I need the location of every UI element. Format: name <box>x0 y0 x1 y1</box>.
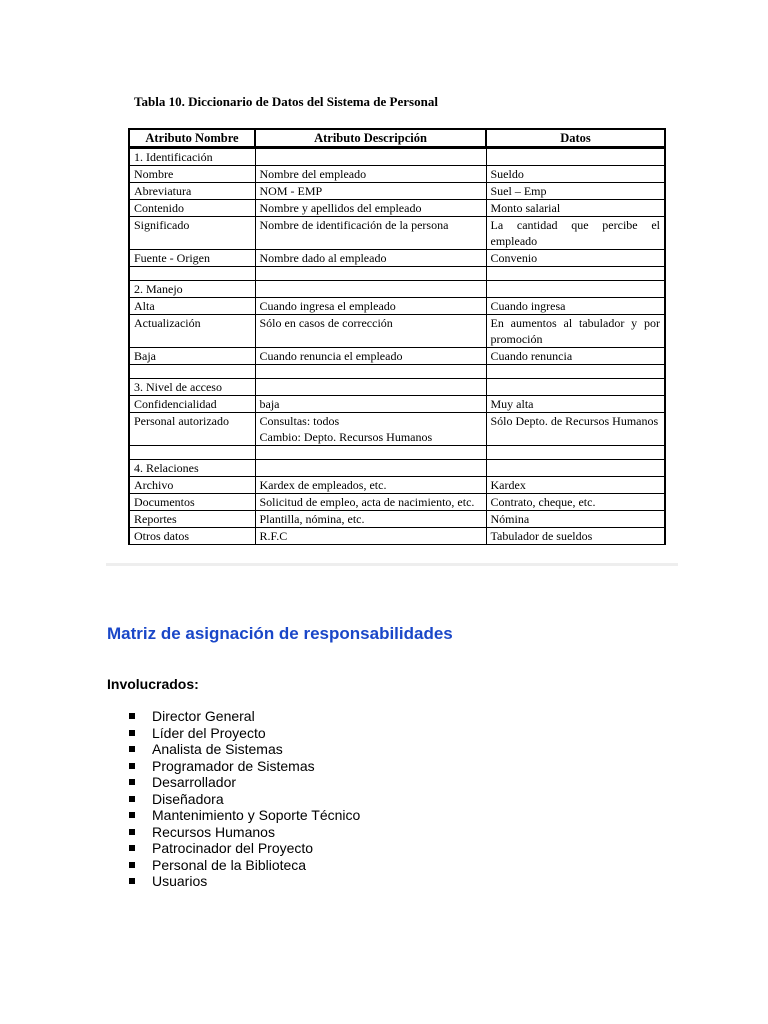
attribute-name-cell: Alta <box>129 298 255 315</box>
column-header: Datos <box>486 129 665 148</box>
list-item-label: Diseñadora <box>152 790 224 807</box>
attribute-name-cell: Fuente - Origen <box>129 250 255 267</box>
attribute-description-cell: Plantilla, nómina, etc. <box>255 511 486 528</box>
square-bullet-icon <box>129 829 135 835</box>
table-row <box>129 348 665 365</box>
attribute-name-cell: Significado <box>129 217 255 250</box>
attribute-description-cell: Nombre dado al empleado <box>255 250 486 267</box>
list-item-label: Usuarios <box>152 873 208 889</box>
data-cell: Suel – Emp <box>486 183 665 200</box>
data-cell: Cuando renuncia <box>486 348 665 365</box>
attribute-name-cell: 3. Nivel de acceso <box>129 379 255 396</box>
attribute-name-cell: 2. Manejo <box>129 281 255 298</box>
attribute-name-cell: 4. Relaciones <box>129 460 255 477</box>
attribute-description-cell <box>255 365 486 379</box>
data-cell: Sueldo <box>486 166 665 183</box>
attribute-name-cell: Reportes <box>129 511 255 528</box>
attribute-description-cell: Solicitud de empleo, acta de nacimiento, etc. <box>255 494 486 511</box>
data-cell: Cuando ingresa <box>486 298 665 315</box>
attribute-description-cell <box>255 267 486 281</box>
section-title: Matriz de asignación de responsabilidades <box>107 624 453 643</box>
attribute-description-cell: Cuando ingresa el empleado <box>255 298 486 315</box>
spacer-row <box>129 365 665 379</box>
list-item-label: Analista de Sistemas <box>152 741 283 757</box>
attribute-name-cell: Actualización <box>129 315 255 348</box>
data-cell: En aumentos al tabulador y por promoción <box>486 315 665 348</box>
attribute-description-cell: NOM - EMP <box>255 183 486 200</box>
list-item <box>128 725 360 742</box>
square-bullet-icon <box>129 713 135 719</box>
square-bullet-icon <box>129 878 135 884</box>
involved-label: Involucrados: <box>107 676 199 692</box>
image-bottom-edge <box>106 563 678 566</box>
data-cell: Contrato, cheque, etc. <box>486 494 665 511</box>
list-item <box>128 840 360 857</box>
table-caption: Tabla 10. Diccionario de Datos del Sistema de Personal <box>134 94 438 109</box>
data-cell <box>486 446 665 460</box>
table-header-row <box>129 129 665 148</box>
attribute-name-cell: Confidencialidad <box>129 396 255 413</box>
data-cell: Nómina <box>486 511 665 528</box>
list-item-label: Recursos Humanos <box>152 823 275 840</box>
data-cell <box>486 148 665 166</box>
data-cell <box>486 267 665 281</box>
attribute-name-cell: Nombre <box>129 166 255 183</box>
list-item-label: Personal de la Biblioteca <box>152 856 307 873</box>
table-image <box>106 84 678 566</box>
table-row <box>129 166 665 183</box>
table-row <box>129 494 665 511</box>
attribute-description-cell <box>255 281 486 298</box>
list-item <box>128 807 360 824</box>
table-row <box>129 250 665 267</box>
table-row <box>129 413 665 446</box>
table-row <box>129 477 665 494</box>
attribute-name-cell <box>129 267 255 281</box>
table-row <box>129 217 665 250</box>
square-bullet-icon <box>129 763 135 769</box>
attribute-name-cell: Abreviatura <box>129 183 255 200</box>
data-cell: La cantidad que percibe el empleado <box>486 217 665 250</box>
attribute-name-cell <box>129 365 255 379</box>
attribute-description-cell: Nombre de identificación de la persona <box>255 217 486 250</box>
square-bullet-icon <box>129 746 135 752</box>
list-item <box>128 741 360 758</box>
attribute-description-cell: Nombre del empleado <box>255 166 486 183</box>
attribute-description-cell <box>255 460 486 477</box>
table-row <box>129 298 665 315</box>
table-row <box>129 183 665 200</box>
column-header: Atributo Nombre <box>129 129 255 148</box>
attribute-name-cell: Documentos <box>129 494 255 511</box>
square-bullet-icon <box>129 862 135 868</box>
attribute-name-cell <box>129 446 255 460</box>
square-bullet-icon <box>129 812 135 818</box>
table-row <box>129 396 665 413</box>
involved-list <box>128 708 360 890</box>
list-item-label: Patrocinador del Proyecto <box>152 840 314 856</box>
square-bullet-icon <box>129 796 135 802</box>
attribute-name-cell: 1. Identificación <box>129 148 255 166</box>
section-row <box>129 379 665 396</box>
attribute-description-cell: Nombre y apellidos del empleado <box>255 200 486 217</box>
list-item <box>128 758 360 775</box>
list-item <box>128 708 360 725</box>
attribute-description-cell: Cuando renuncia el empleado <box>255 348 486 365</box>
attribute-name-cell: Archivo <box>129 477 255 494</box>
data-cell: Monto salarial <box>486 200 665 217</box>
data-cell: Sólo Depto. de Recursos Humanos <box>486 413 665 446</box>
attribute-name-cell: Otros datos <box>129 528 255 545</box>
attribute-description-cell <box>255 148 486 166</box>
spacer-row <box>129 446 665 460</box>
attribute-description-cell: baja <box>255 396 486 413</box>
table-body <box>129 148 665 545</box>
data-cell: Kardex <box>486 477 665 494</box>
section-row <box>129 281 665 298</box>
data-cell <box>486 460 665 477</box>
list-item <box>128 824 360 841</box>
attribute-description-cell: Sólo en casos de corrección <box>255 315 486 348</box>
data-cell <box>486 365 665 379</box>
data-cell: Tabulador de sueldos <box>486 528 665 545</box>
attribute-description-cell: R.F.C <box>255 528 486 545</box>
list-item <box>128 873 360 890</box>
square-bullet-icon <box>129 779 135 785</box>
list-item <box>128 791 360 808</box>
section-row <box>129 460 665 477</box>
data-cell <box>486 281 665 298</box>
attribute-description-cell <box>255 379 486 396</box>
square-bullet-icon <box>129 730 135 736</box>
data-cell <box>486 379 665 396</box>
table-row <box>129 315 665 348</box>
column-header: Atributo Descripción <box>255 129 486 148</box>
table-row <box>129 528 665 545</box>
data-cell: Convenio <box>486 250 665 267</box>
attribute-description-cell: Kardex de empleados, etc. <box>255 477 486 494</box>
list-item-label: Director General <box>152 708 255 724</box>
attribute-name-cell: Personal autorizado <box>129 413 255 446</box>
spacer-row <box>129 267 665 281</box>
attribute-description-cell: Consultas: todos Cambio: Depto. Recursos Humanos <box>255 413 486 446</box>
table-row <box>129 200 665 217</box>
list-item-label: Líder del Proyecto <box>152 724 266 741</box>
list-item-label: Desarrollador <box>152 774 237 790</box>
data-cell: Muy alta <box>486 396 665 413</box>
list-item <box>128 774 360 791</box>
section-row <box>129 148 665 166</box>
attribute-name-cell: Contenido <box>129 200 255 217</box>
list-item <box>128 857 360 874</box>
attribute-name-cell: Baja <box>129 348 255 365</box>
attribute-description-cell <box>255 446 486 460</box>
table-row <box>129 511 665 528</box>
square-bullet-icon <box>129 845 135 851</box>
list-item-label: Mantenimiento y Soporte Técnico <box>152 807 361 823</box>
data-dictionary-table <box>128 128 666 545</box>
list-item-label: Programador de Sistemas <box>152 757 315 774</box>
